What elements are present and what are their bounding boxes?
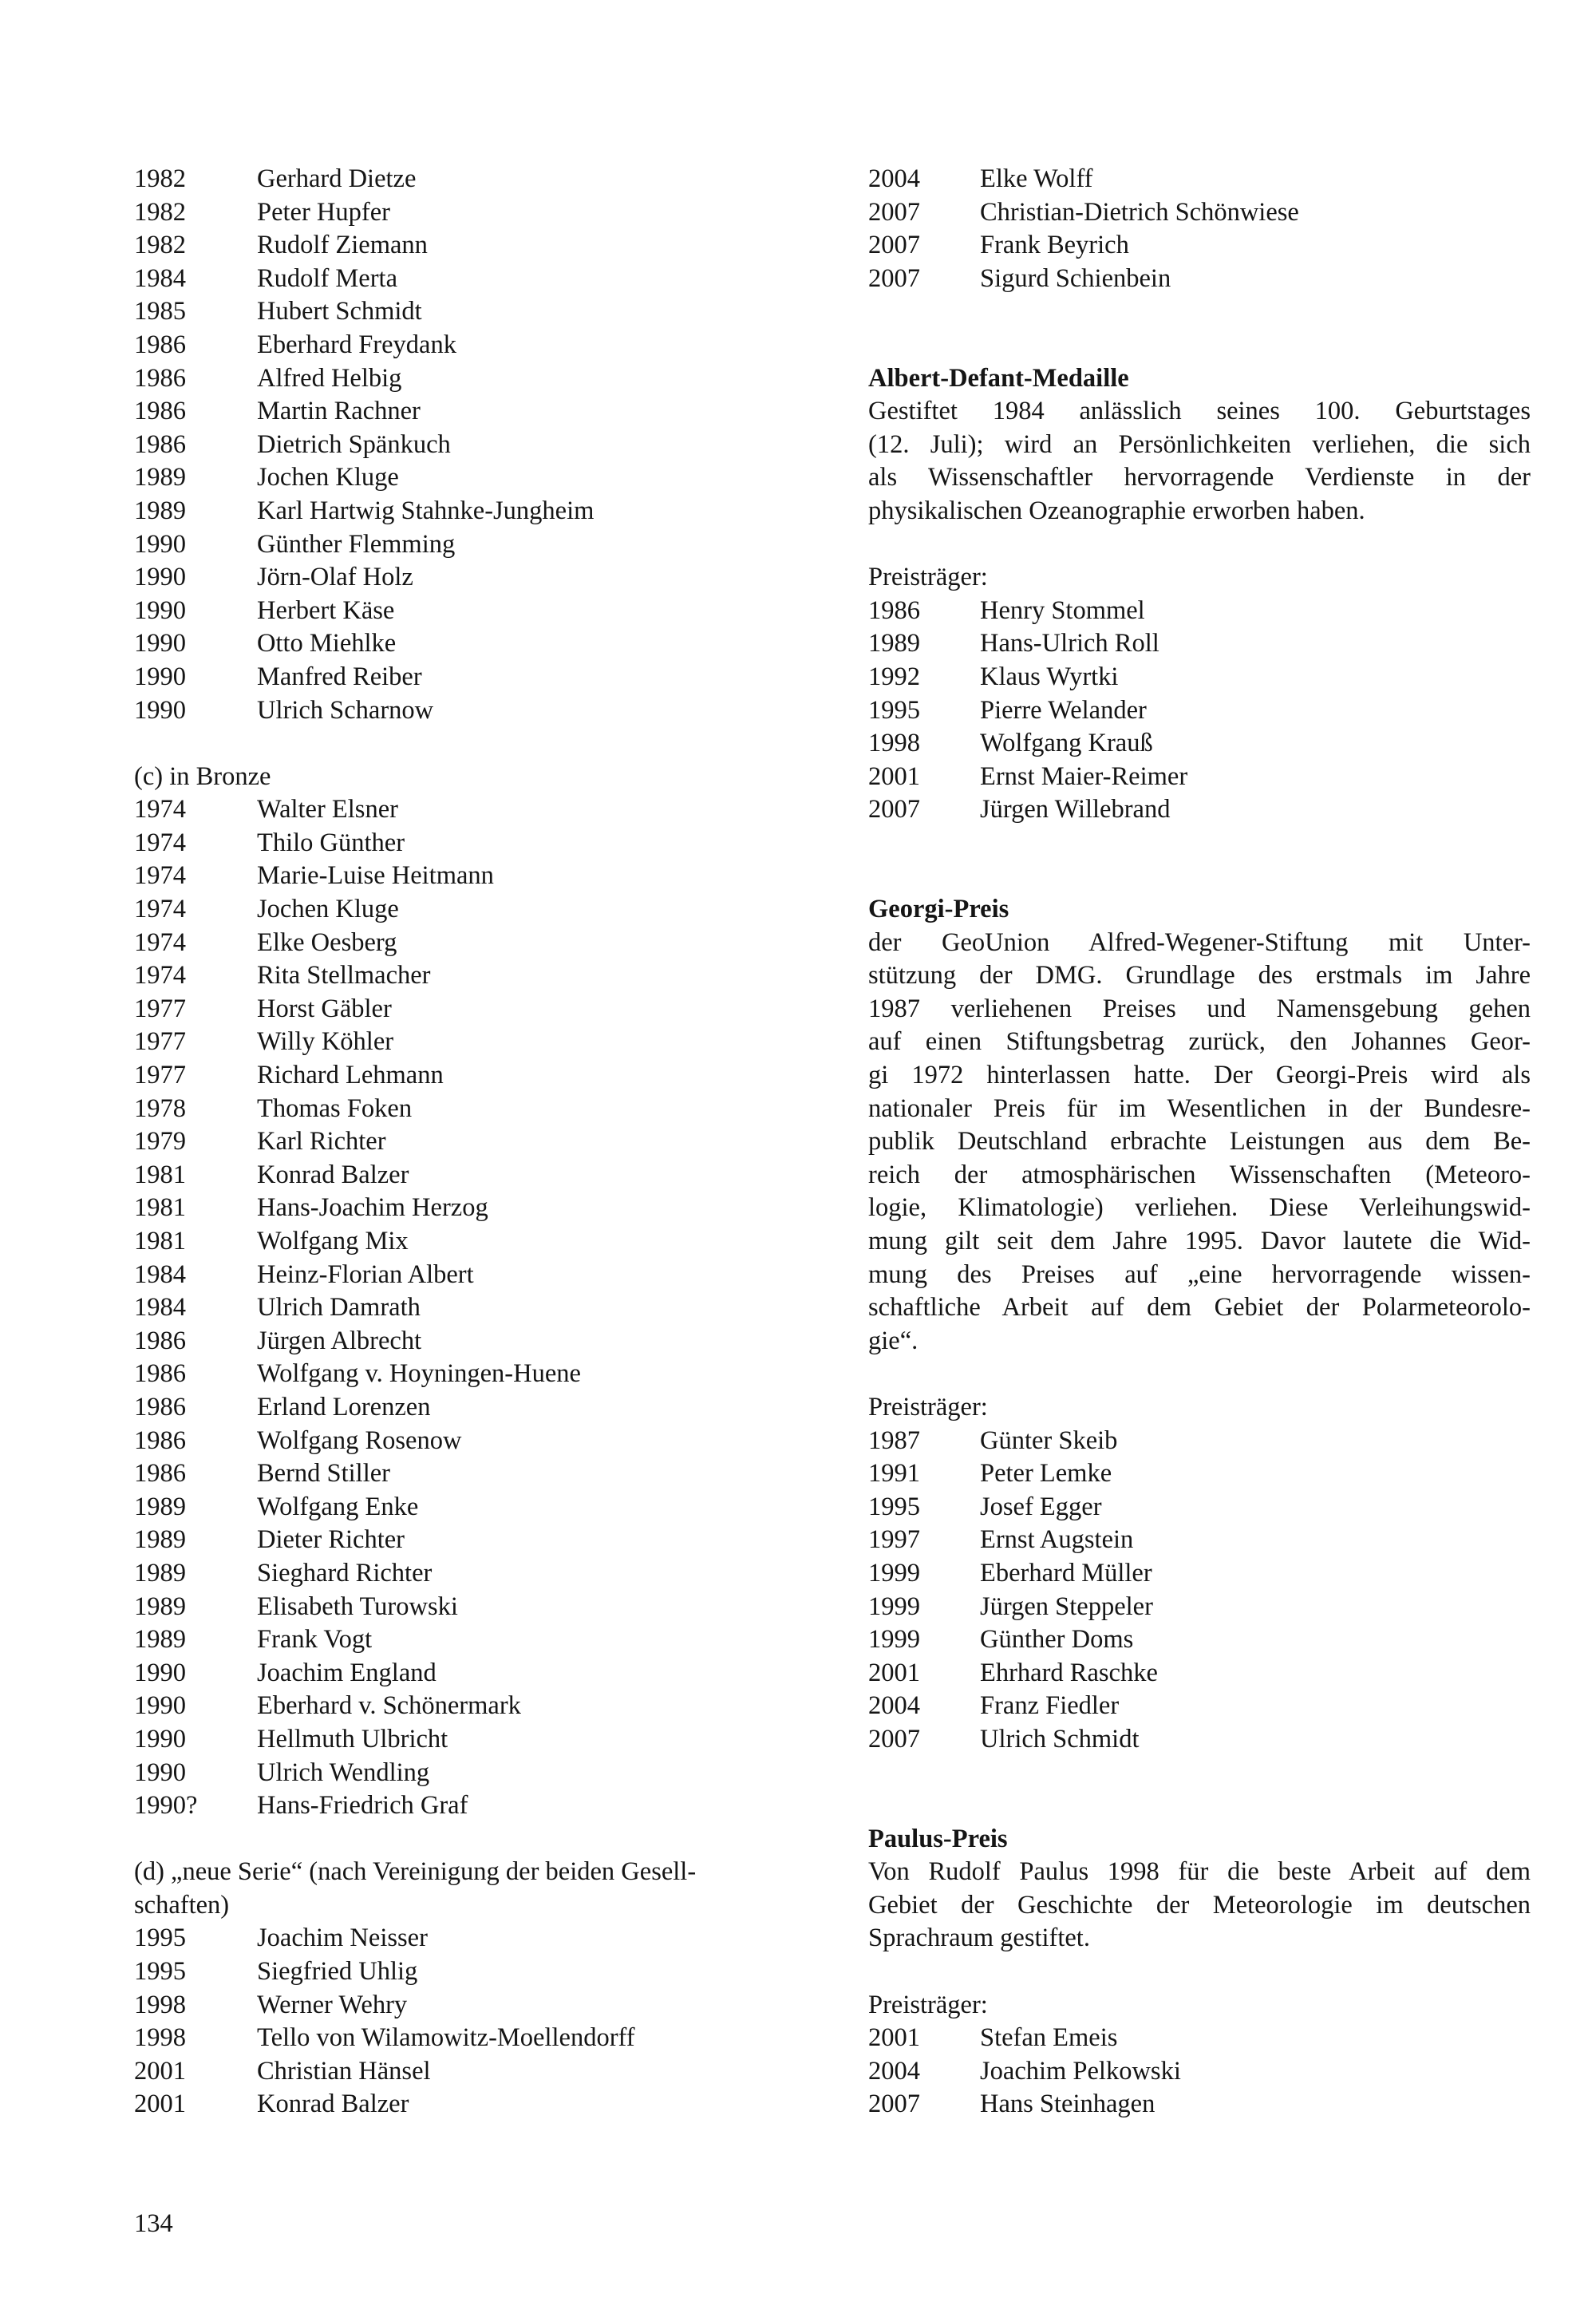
recipient-name: Siegfried Uhlig (257, 1957, 418, 1987)
award-entry (134, 959, 796, 993)
award-entry (134, 1093, 796, 1126)
award-entry (134, 1325, 796, 1358)
award-year: 1998 (134, 1990, 186, 2019)
award-entry (868, 196, 1531, 230)
award-entry (134, 1557, 796, 1591)
winners-label-georgi: Preisträger: (868, 1392, 988, 1421)
award-entry (134, 694, 796, 728)
recipient-name: Konrad Balzer (257, 1160, 409, 1189)
award-entry (134, 561, 796, 595)
recipient-name: Wolfgang v. Hoyningen-Huene (257, 1359, 581, 1389)
recipient-name: Ehrhard Raschke (980, 1658, 1158, 1687)
winner-list-defant (868, 595, 1531, 827)
award-entry (134, 295, 796, 329)
recipient-name: Hans-Ulrich Roll (980, 629, 1159, 658)
recipient-name: Konrad Balzer (257, 2090, 409, 2119)
award-entry (134, 860, 796, 893)
award-year: 2007 (868, 2090, 920, 2119)
award-entry (134, 661, 796, 694)
recipient-name: Ulrich Damrath (257, 1293, 421, 1323)
text-line: (12. Juli); wird an Persönlichkeiten verliehen, die sich (868, 429, 1531, 459)
award-entry (134, 1623, 796, 1657)
award-entry (868, 2055, 1531, 2089)
recipient-name: Gerhard Dietze (257, 164, 417, 193)
recipient-name: Joachim Neisser (257, 1924, 428, 1953)
award-entry (868, 2088, 1531, 2121)
award-year: 1981 (134, 1160, 186, 1189)
recipient-name: Günther Flemming (257, 529, 456, 559)
recipient-name: Wolfgang Krauß (980, 729, 1153, 758)
spacer (134, 1823, 796, 1856)
recipient-name: Peter Lemke (980, 1459, 1112, 1489)
recipient-name: Heinz-Florian Albert (257, 1259, 474, 1289)
spacer (868, 1358, 1531, 1391)
award-year: 1989 (868, 629, 920, 658)
recipient-name: Joachim Pelkowski (980, 2056, 1181, 2086)
award-entry (868, 627, 1531, 661)
award-year: 1990 (134, 662, 186, 691)
award-year: 1974 (134, 927, 186, 957)
award-list-neue-serie (134, 1922, 796, 2121)
recipient-name: Franz Fiedler (980, 1691, 1120, 1721)
award-entry (868, 1690, 1531, 1723)
award-year: 1990 (134, 1658, 186, 1687)
award-year: 1991 (868, 1459, 920, 1489)
award-year: 1982 (134, 164, 186, 193)
award-year: 2001 (868, 2023, 920, 2053)
award-year: 1998 (868, 729, 920, 758)
award-entry (868, 1491, 1531, 1524)
award-year: 1990 (134, 595, 186, 625)
winners-label-paulus: Preisträger: (868, 1990, 988, 2019)
recipient-name: Karl Hartwig Stahnke-Jungheim (257, 496, 595, 525)
award-entry (134, 1723, 796, 1757)
award-entry (868, 1657, 1531, 1690)
award-entry (134, 1358, 796, 1391)
award-year: 1990 (134, 629, 186, 658)
award-entry (868, 1457, 1531, 1491)
text-line: der GeoUnion Alfred-Wegener-Stiftung mit Unter- (868, 927, 1531, 957)
recipient-name: Jochen Kluge (257, 463, 399, 492)
award-entry (868, 1557, 1531, 1591)
recipient-name: Dietrich Spänkuch (257, 429, 451, 459)
text-line: logie, Klimatologie) verliehen. Diese Verleihungswid- (868, 1193, 1531, 1223)
award-year: 1982 (134, 197, 186, 227)
recipient-name: Christian Hänsel (257, 2056, 431, 2086)
recipient-name: Günter Skeib (980, 1425, 1118, 1455)
recipient-name: Tello von Wilamowitz-Moellendorff (257, 2023, 635, 2053)
winner-list-paulus (868, 2022, 1531, 2121)
award-entry (134, 1225, 796, 1259)
award-year: 1990 (134, 1724, 186, 1754)
recipient-name: Thomas Foken (257, 1093, 413, 1123)
award-year: 1990 (134, 529, 186, 559)
recipient-name: Rudolf Merta (257, 263, 398, 293)
award-year: 1977 (134, 994, 186, 1023)
award-entry (134, 1059, 796, 1093)
award-year: 1995 (868, 695, 920, 725)
spacer (134, 727, 796, 761)
award-entry (134, 627, 796, 661)
text-line: publik Deutschland erbrachte Leistungen aus dem Be- (868, 1127, 1531, 1157)
award-year: 1990 (134, 1758, 186, 1787)
recipient-name: Christian-Dietrich Schönwiese (980, 197, 1299, 227)
award-year: 2001 (134, 2090, 186, 2119)
award-entry (134, 362, 796, 396)
award-entry (134, 395, 796, 429)
award-year: 1985 (134, 297, 186, 326)
award-entry (134, 1491, 796, 1524)
award-entry (134, 993, 796, 1026)
award-year: 1995 (868, 1492, 920, 1521)
award-year: 1974 (134, 961, 186, 990)
left-column (134, 163, 796, 2121)
recipient-name: Werner Wehry (257, 1990, 408, 2019)
award-year: 2007 (868, 197, 920, 227)
recipient-name: Bernd Stiller (257, 1459, 390, 1489)
award-year: 1986 (134, 1425, 186, 1455)
award-entry (134, 827, 796, 860)
award-entry (134, 1159, 796, 1192)
neue-serie-heading-continued: schaften) (134, 1890, 230, 1920)
award-entry (868, 727, 1531, 761)
award-year: 1989 (134, 1525, 186, 1555)
award-year: 1977 (134, 1027, 186, 1057)
award-year: 1992 (868, 662, 920, 691)
award-entry (134, 2088, 796, 2121)
recipient-name: Günther Doms (980, 1625, 1134, 1655)
award-year: 1984 (134, 1293, 186, 1323)
recipient-name: Wolfgang Enke (257, 1492, 419, 1521)
award-year: 2007 (868, 1724, 920, 1754)
award-entry (134, 793, 796, 827)
text-line: Von Rudolf Paulus 1998 für die beste Arbeit auf dem (868, 1857, 1531, 1887)
page-number: 134 (134, 2209, 173, 2238)
award-year: 1989 (134, 1558, 186, 1588)
recipient-name: Ulrich Scharnow (257, 695, 434, 725)
award-entry (868, 1425, 1531, 1458)
award-year: 1974 (134, 861, 186, 891)
award-year: 1986 (868, 595, 920, 625)
award-entry (134, 1591, 796, 1624)
recipient-name: Alfred Helbig (257, 363, 402, 393)
award-entry (868, 595, 1531, 628)
award-year: 2001 (868, 1658, 920, 1687)
recipient-name: Jochen Kluge (257, 895, 399, 924)
text-line: 1987 verliehenen Preises und Namensgebung gehen (868, 994, 1531, 1023)
recipient-name: Hans Steinhagen (980, 2090, 1156, 2119)
award-entry (134, 1989, 796, 2022)
recipient-name: Pierre Welander (980, 695, 1147, 725)
award-year: 1999 (868, 1558, 920, 1588)
award-entry (134, 196, 796, 230)
award-year: 1987 (868, 1425, 920, 1455)
recipient-name: Jörn-Olaf Holz (257, 563, 413, 592)
award-year: 2007 (868, 795, 920, 824)
award-entry (134, 2055, 796, 2089)
recipient-name: Walter Elsner (257, 795, 398, 824)
award-year: 1989 (134, 1591, 186, 1621)
recipient-name: Thilo Günther (257, 828, 405, 857)
text-line: mung des Preises auf „eine hervorragende wissen- (868, 1259, 1531, 1289)
recipient-name: Frank Beyrich (980, 231, 1129, 260)
award-entry (134, 1524, 796, 1557)
section-text-paulus (868, 1856, 1531, 1955)
recipient-name: Sieghard Richter (257, 1558, 433, 1588)
recipient-name: Eberhard Müller (980, 1558, 1152, 1588)
text-line: Gestiftet 1984 anlässlich seines 100. Geburtstages (868, 397, 1531, 426)
award-year: 1989 (134, 1492, 186, 1521)
award-year: 1984 (134, 1259, 186, 1289)
section-title-defant: Albert-Defant-Medaille (868, 363, 1129, 393)
recipient-name: Hubert Schmidt (257, 297, 422, 326)
award-entry (134, 229, 796, 263)
recipient-name: Manfred Reiber (257, 662, 422, 691)
award-entry (134, 329, 796, 362)
award-entry (134, 1955, 796, 1989)
award-entry (134, 429, 796, 462)
award-year: 1981 (134, 1227, 186, 1255)
award-entry (134, 1425, 796, 1458)
award-year: 2004 (868, 164, 920, 193)
award-entry (868, 793, 1531, 827)
award-year: 1986 (134, 330, 186, 359)
award-entry (134, 893, 796, 927)
award-entry (134, 163, 796, 196)
award-year: 2004 (868, 1691, 920, 1721)
recipient-name: Horst Gäbler (257, 994, 392, 1023)
award-entry (868, 2022, 1531, 2055)
award-year: 2007 (868, 263, 920, 293)
award-entry (868, 761, 1531, 794)
award-entry (868, 694, 1531, 728)
recipient-name: Hans-Friedrich Graf (257, 1791, 468, 1821)
award-entry (134, 1291, 796, 1325)
text-line: stützung der DMG. Grundlage des erstmals im Jahre (868, 961, 1531, 990)
award-entry (868, 1524, 1531, 1557)
award-list-bronze (134, 793, 796, 1822)
recipient-name: Otto Miehlke (257, 629, 397, 658)
text-line: nationaler Preis für im Wesentlichen in der Bundesre- (868, 1093, 1531, 1123)
recipient-name: Dieter Richter (257, 1525, 405, 1555)
text-line: gi 1972 hinterlassen hatte. Der Georgi-Preis wird als (868, 1061, 1531, 1090)
right-column (868, 163, 1531, 2121)
winners-label-defant: Preisträger: (868, 563, 988, 592)
section-title-paulus: Paulus-Preis (868, 1824, 1008, 1853)
recipient-name: Hellmuth Ulbricht (257, 1724, 448, 1754)
recipient-name: Jürgen Albrecht (257, 1326, 422, 1355)
text-line: Gebiet der Geschichte der Meteorologie im deutschen (868, 1890, 1531, 1920)
award-entry (134, 1192, 796, 1225)
award-entry (134, 1026, 796, 1059)
award-year: 1986 (134, 1359, 186, 1389)
award-entry (134, 927, 796, 960)
award-year: 1974 (134, 895, 186, 924)
award-entry (134, 2022, 796, 2055)
award-year: 1979 (134, 1127, 186, 1157)
award-year: 1986 (134, 1326, 186, 1355)
award-year: 1981 (134, 1193, 186, 1223)
recipient-name: Henry Stommel (980, 595, 1145, 625)
award-year: 1984 (134, 263, 186, 293)
text-line: mung gilt seit dem Jahre 1995. Davor lautete die Wid- (868, 1227, 1531, 1255)
award-year: 1990 (134, 563, 186, 592)
award-year: 2004 (868, 2056, 920, 2086)
award-year: 2001 (868, 761, 920, 791)
award-year: 1978 (134, 1093, 186, 1123)
award-entry (868, 661, 1531, 694)
award-year: 2001 (134, 2056, 186, 2086)
award-entry (134, 1391, 796, 1425)
award-list-continued (868, 163, 1531, 295)
award-entry (134, 1757, 796, 1790)
recipient-name: Elisabeth Turowski (257, 1591, 458, 1621)
text-line: physikalischen Ozeanographie erworben haben. (868, 496, 1365, 525)
recipient-name: Elke Wolff (980, 164, 1093, 193)
recipient-name: Ernst Augstein (980, 1525, 1134, 1555)
recipient-name: Frank Vogt (257, 1625, 373, 1655)
award-entry (134, 263, 796, 296)
award-year: 1995 (134, 1957, 186, 1987)
recipient-name: Eberhard v. Schönermark (257, 1691, 521, 1721)
recipient-name: Elke Oesberg (257, 927, 397, 957)
recipient-name: Karl Richter (257, 1127, 386, 1157)
recipient-name: Josef Egger (980, 1492, 1102, 1521)
recipient-name: Joachim England (257, 1658, 437, 1687)
text-line: Sprachraum gestiftet. (868, 1924, 1090, 1953)
award-year: 1974 (134, 828, 186, 857)
recipient-name: Jürgen Steppeler (980, 1591, 1153, 1621)
award-entry (134, 1125, 796, 1159)
recipient-name: Klaus Wyrtki (980, 662, 1119, 691)
award-entry (134, 595, 796, 628)
award-year: 1986 (134, 397, 186, 426)
text-line: reich der atmosphärischen Wissenschaften (Meteoro- (868, 1160, 1531, 1189)
award-year: 1974 (134, 795, 186, 824)
recipient-name: Wolfgang Mix (257, 1227, 409, 1255)
recipient-name: Ernst Maier-Reimer (980, 761, 1188, 791)
recipient-name: Ulrich Wendling (257, 1758, 430, 1787)
award-entry (868, 229, 1531, 263)
award-entry (868, 1623, 1531, 1657)
section-text-defant (868, 395, 1531, 528)
recipient-name: Ulrich Schmidt (980, 1724, 1140, 1754)
award-year: 1986 (134, 429, 186, 459)
recipient-name: Herbert Käse (257, 595, 395, 625)
award-year: 1986 (134, 1459, 186, 1489)
award-year: 1989 (134, 463, 186, 492)
text-line: gie“. (868, 1326, 918, 1355)
recipient-name: Erland Lorenzen (257, 1392, 431, 1421)
award-year: 1998 (134, 2023, 186, 2053)
recipient-name: Richard Lehmann (257, 1061, 444, 1090)
award-year: 1999 (868, 1591, 920, 1621)
neue-serie-heading: (d) „neue Serie“ (nach Vereinigung der beiden Gesell- (134, 1857, 697, 1887)
award-list-group-b (134, 163, 796, 727)
recipient-name: Peter Hupfer (257, 197, 390, 227)
award-entry (868, 1591, 1531, 1624)
recipient-name: Wolfgang Rosenow (257, 1425, 462, 1455)
award-year: 1982 (134, 231, 186, 260)
award-year: 1990? (134, 1791, 198, 1821)
recipient-name: Jürgen Willebrand (980, 795, 1171, 824)
recipient-name: Rita Stellmacher (257, 961, 431, 990)
text-line: auf einen Stiftungsbetrag zurück, den Johannes Geor- (868, 1027, 1531, 1057)
winner-list-georgi (868, 1425, 1531, 1757)
award-year: 1995 (134, 1924, 186, 1953)
recipient-name: Willy Köhler (257, 1027, 394, 1057)
award-year: 1989 (134, 1625, 186, 1655)
award-year: 1986 (134, 1392, 186, 1421)
award-year: 1999 (868, 1625, 920, 1655)
spacer (868, 827, 1531, 893)
text-line: schaftliche Arbeit auf dem Gebiet der Polarmeteorolo- (868, 1293, 1531, 1323)
recipient-name: Sigurd Schienbein (980, 263, 1171, 293)
award-entry (868, 263, 1531, 296)
award-entry (134, 1922, 796, 1955)
bronze-heading: (c) in Bronze (134, 761, 271, 791)
section-title-georgi: Georgi-Preis (868, 895, 1009, 924)
award-entry (134, 1457, 796, 1491)
award-entry (134, 461, 796, 495)
award-year: 1986 (134, 363, 186, 393)
spacer (868, 295, 1531, 362)
award-year: 2007 (868, 231, 920, 260)
award-year: 1977 (134, 1061, 186, 1090)
award-entry (134, 1657, 796, 1690)
section-text-georgi (868, 927, 1531, 1358)
award-year: 1997 (868, 1525, 920, 1555)
spacer (868, 1757, 1531, 1823)
recipient-name: Hans-Joachim Herzog (257, 1193, 488, 1223)
recipient-name: Stefan Emeis (980, 2023, 1118, 2053)
recipient-name: Martin Rachner (257, 397, 421, 426)
award-entry (134, 1690, 796, 1723)
spacer (868, 528, 1531, 562)
recipient-name: Rudolf Ziemann (257, 231, 428, 260)
text-line: als Wissenschaftler hervorragende Verdienste in der (868, 463, 1531, 492)
recipient-name: Marie-Luise Heitmann (257, 861, 494, 891)
award-year: 1989 (134, 496, 186, 525)
spacer (868, 1955, 1531, 1989)
award-year: 1990 (134, 695, 186, 725)
award-entry (134, 528, 796, 562)
award-entry (134, 1259, 796, 1292)
award-entry (134, 1789, 796, 1823)
award-entry (868, 1723, 1531, 1757)
award-year: 1990 (134, 1691, 186, 1721)
recipient-name: Eberhard Freydank (257, 330, 456, 359)
award-entry (134, 495, 796, 528)
award-entry (868, 163, 1531, 196)
